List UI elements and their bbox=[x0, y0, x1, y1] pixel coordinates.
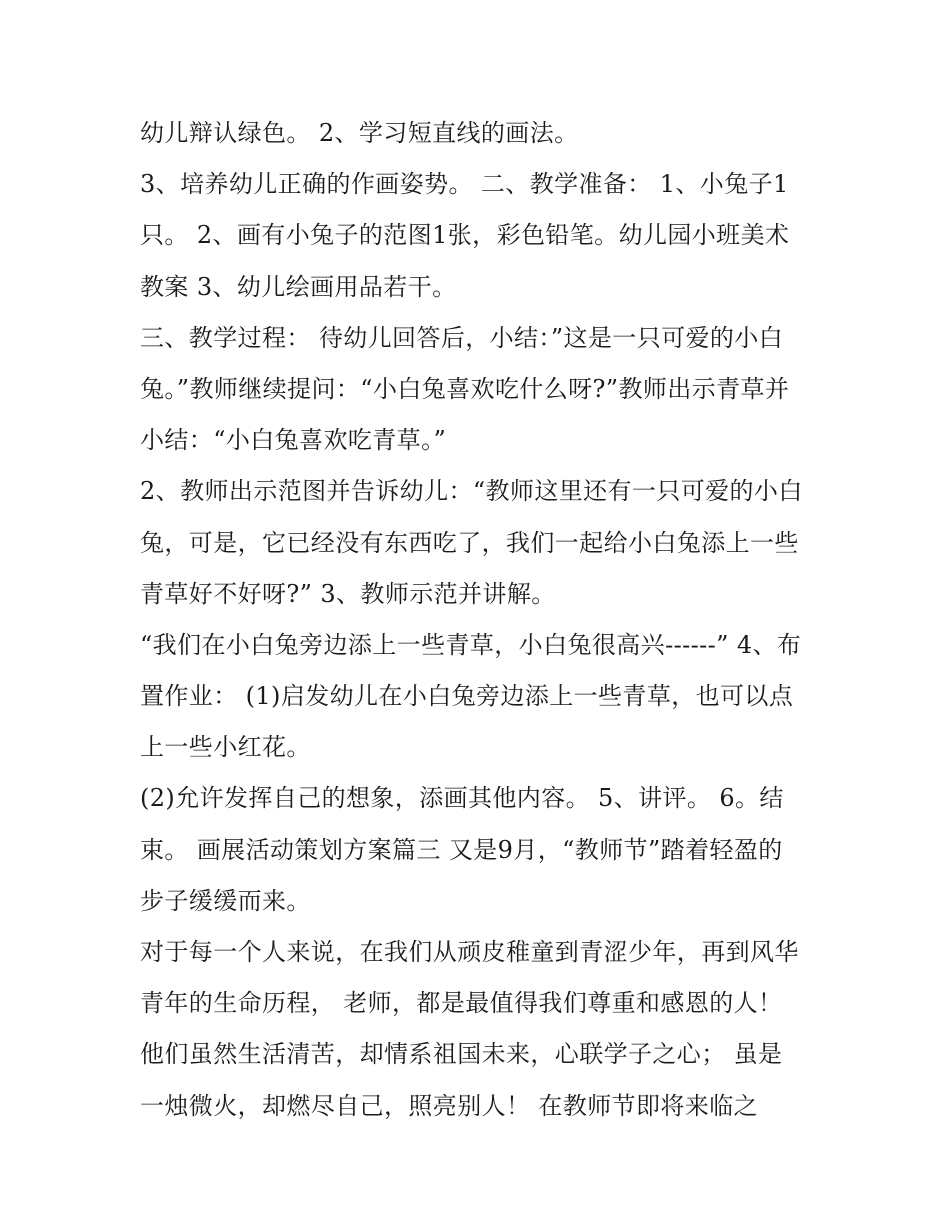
text-line: 青年的生命历程， 老师，都是最值得我们尊重和感恩的人！ bbox=[140, 989, 783, 1018]
text-line: 三、教学过程： 待幼儿回答后，小结：”这是一只可爱的小白 bbox=[140, 323, 784, 352]
text-line: 他们虽然生活清苦，却情系祖国未来，心联学子之心； 虽是 bbox=[140, 1040, 783, 1069]
text-line: 兔。”教师继续提问：“小白兔喜欢吃什么呀?”教师出示青草并 bbox=[140, 374, 790, 403]
text-line: 小结：“小白兔喜欢吃青草。” bbox=[140, 426, 447, 455]
text-line: 青草好不好呀?” 3、教师示范并讲解。 bbox=[140, 579, 556, 608]
text-line: 步子缓缓而来。 bbox=[140, 886, 311, 915]
text-line: 3、培养幼儿正确的作画姿势。 二、教学准备： 1、小兔子1 bbox=[140, 170, 789, 199]
document-body bbox=[140, 108, 830, 1132]
text-line: 上一些小红花。 bbox=[140, 733, 311, 762]
text-line: “我们在小白兔旁边添上一些青草，小白兔很高兴------” 4、布 bbox=[140, 630, 802, 659]
text-line: 只。 2、画有小兔子的范图1张，彩色铅笔。幼儿园小班美术 bbox=[140, 221, 790, 250]
text-line: 一烛微火，却燃尽自己，照亮别人！ 在教师节即将来临之 bbox=[140, 1091, 759, 1120]
text-line: (2)允许发挥自己的想象，添画其他内容。 5、讲评。 6。结 bbox=[140, 784, 784, 813]
text-line: 对于每一个人来说，在我们从顽皮稚童到青涩少年，再到风华 bbox=[140, 938, 799, 966]
text-line: 幼儿辩认绿色。 2、学习短直线的画法。 bbox=[140, 119, 579, 147]
text-line: 兔，可是，它已经没有东西吃了，我们一起给小白兔添上一些 bbox=[140, 528, 799, 557]
text-line: 置作业： (1)启发幼儿在小白兔旁边添上一些青草，也可以点 bbox=[140, 682, 794, 711]
text-line: 束。 画展活动策划方案篇三 又是9月，“教师节”踏着轻盈的 bbox=[140, 835, 783, 864]
text-line: 教案 3、幼儿绘画用品若干。 bbox=[140, 272, 457, 301]
text-line: 2、教师出示范图并告诉幼儿：“教师这里还有一只可爱的小白 bbox=[140, 477, 803, 506]
